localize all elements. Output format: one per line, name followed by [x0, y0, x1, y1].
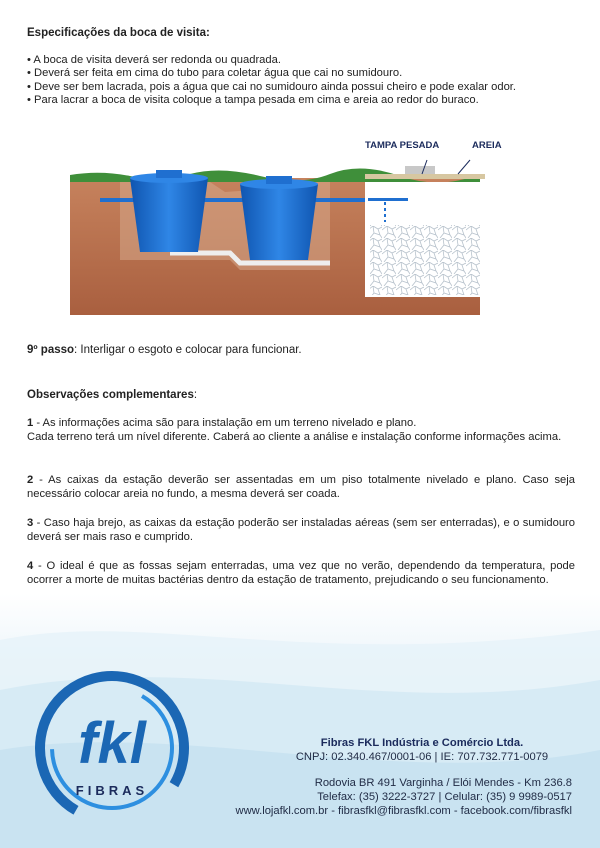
observation-4: 4 - O ideal é que as fossas sejam enterradas, uma vez que no verão, dependendo da temperatura, pode ocorrer a morte de muitas bactérias dentro da estação de tratamento, prejudicando o seu funcionamento. — [27, 560, 575, 586]
company-name: Fibras FKL Indústria e Comércio Ltda. — [320, 737, 524, 749]
observation-3: 3 - Caso haja brejo, as caixas da estação poderão ser instaladas aéreas (sem ser enterradas), e o sumidouro deverá ser mais raso e cumprido. — [27, 517, 575, 543]
spec-item: • Deverá ser feita em cima do tubo para coletar água que cai no sumidouro. — [27, 67, 587, 80]
step-number: 9º passo — [27, 344, 75, 356]
spec-item: • A boca de visita deverá ser redonda ou quadrada. — [27, 54, 587, 67]
label-tampa: TAMPA PESADA — [365, 140, 440, 151]
step-nine — [27, 344, 302, 356]
spec-item: • Deve ser bem lacrada, pois a água que cai no sumidouro ainda possui cheiro e pode exalar odor. — [27, 81, 587, 94]
company-address: Rodovia BR 491 Varginha / Elói Mendes - Km 236.8 — [314, 777, 572, 789]
label-areia: AREIA — [472, 140, 502, 151]
company-web: www.lojafkl.com.br - fibrasfkl@fibrasfkl.com - facebook.com/fibrasfkl — [235, 805, 572, 817]
spec-item: • Para lacrar a boca de visita coloque a tampa pesada em cima e areia ao redor do buraco. — [27, 94, 587, 107]
logo-word: FIBRAS — [75, 783, 149, 798]
installation-illustration — [60, 130, 540, 315]
observation-1: 1 - As informações acima são para instalação em um terreno nivelado e plano. Cada terreno terá um nível diferente. Caberá ao cliente a análise e instalação conforme informações acima. — [27, 417, 562, 443]
company-phones: Telefax: (35) 3222-3727 | Celular: (35) 9 9989-0517 — [317, 791, 572, 803]
company-info — [212, 736, 572, 818]
company-cnpj: CNPJ: 02.340.467/0001-06 | IE: 707.732.771-0079 — [295, 751, 549, 763]
observation-2: 2 - As caixas da estação deverão ser assentadas em um piso totalmente nivelado e plano. Caso seja necessário colocar areia no fundo, a mesma deverá ser coada. — [27, 474, 575, 500]
spec-list — [27, 54, 587, 108]
logo-mark: fkl — [78, 711, 146, 776]
section-title: Especificações da boca de visita: — [27, 27, 210, 39]
observations-title: Observações complementares: — [27, 389, 198, 401]
step-text: : Interligar o esgoto e colocar para funcionar. — [74, 344, 302, 356]
fkl-logo — [22, 663, 202, 833]
